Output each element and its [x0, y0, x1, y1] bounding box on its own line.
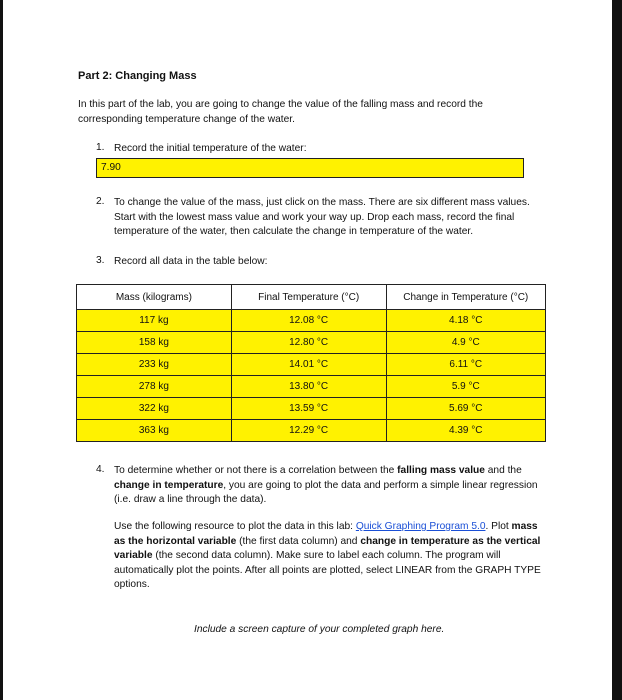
mass-cell[interactable]: 278 kg [77, 376, 232, 398]
step-4-text: (the second data column). Make sure to label each column. The program will automatically plot the points. After all points are plotted, select LINEAR from the GRAPH TYPE options. [114, 550, 541, 591]
table-row [77, 332, 546, 354]
step-3-text: Record all data in the table below: [114, 256, 268, 267]
horizontal-variable-emphasis: mass as the horizontal variable [114, 521, 538, 547]
data-table [76, 284, 546, 442]
mass-cell[interactable]: 363 kg [77, 420, 232, 442]
table-header-row [77, 285, 546, 310]
change-temp-cell[interactable]: 6.11 °C [386, 354, 545, 376]
table-row [77, 376, 546, 398]
table-row [77, 310, 546, 332]
initial-temperature-field[interactable]: 7.90 [96, 158, 524, 178]
mass-cell[interactable]: 117 kg [77, 310, 232, 332]
step-4-text: and the [484, 465, 522, 476]
graph-capture-instruction: Include a screen capture of your completed graph here. [194, 624, 445, 635]
mass-cell[interactable]: 158 kg [77, 332, 232, 354]
change-temp-cell[interactable]: 4.18 °C [386, 310, 545, 332]
step-1-text: Record the initial temperature of the water: [114, 143, 307, 154]
table-row [77, 398, 546, 420]
change-temp-cell[interactable]: 4.9 °C [386, 332, 545, 354]
mass-cell[interactable]: 322 kg [77, 398, 232, 420]
change-temp-cell[interactable]: 5.69 °C [386, 398, 545, 420]
final-temp-cell[interactable]: 13.59 °C [231, 398, 386, 420]
change-temperature-emphasis: change in temperature [114, 479, 224, 491]
falling-mass-emphasis: falling mass value [397, 465, 485, 476]
left-border [0, 0, 3, 700]
step-4-text: . Plot [485, 521, 512, 532]
table-row [77, 354, 546, 376]
change-temp-cell[interactable]: 4.39 °C [386, 420, 545, 442]
step-3-number: 3. [96, 255, 105, 266]
final-temp-cell[interactable]: 12.80 °C [231, 332, 386, 354]
intro-paragraph: In this part of the lab, you are going to change the value of the falling mass and record the corresponding temperature change of the water. [78, 99, 483, 125]
step-1-number: 1. [96, 142, 105, 153]
step-2-number: 2. [96, 196, 105, 207]
change-temp-cell[interactable]: 5.9 °C [386, 376, 545, 398]
column-header-final-temperature: Final Temperature (°C) [231, 285, 386, 310]
right-border [612, 0, 622, 700]
final-temp-cell[interactable]: 13.80 °C [231, 376, 386, 398]
step-4-paragraph-2 [114, 520, 546, 593]
table-row [77, 420, 546, 442]
final-temp-cell[interactable]: 14.01 °C [231, 354, 386, 376]
step-4-text: (the first data column) and [236, 535, 361, 547]
step-4-paragraph-1 [114, 464, 546, 508]
vertical-variable-emphasis: change in temperature as the vertical variable [114, 535, 541, 562]
final-temp-cell[interactable]: 12.29 °C [231, 420, 386, 442]
section-heading: Part 2: Changing Mass [78, 70, 197, 82]
mass-cell[interactable]: 233 kg [77, 354, 232, 376]
quick-graphing-program-link[interactable]: Quick Graphing Program 5.0 [355, 521, 486, 532]
column-header-change-in-temperature: Change in Temperature (°C) [386, 285, 545, 310]
step-2-text: To change the value of the mass, just click on the mass. There are six different mass values. Start with the lowest mass value and work your way up. Drop each mass, record the final temperature of the water, then calculate the change in temperature of the water. [114, 197, 530, 238]
step-4-text: Use the following resource to plot the data in this lab: [114, 521, 356, 532]
column-header-mass: Mass (kilograms) [77, 285, 232, 310]
step-4-text: To determine whether or not there is a correlation between the [114, 465, 398, 476]
final-temp-cell[interactable]: 12.08 °C [231, 310, 386, 332]
step-4-text: , you are going to plot the data and perform a simple linear regression (i.e. draw a line through the data). [114, 479, 538, 506]
step-4-number: 4. [96, 464, 105, 475]
